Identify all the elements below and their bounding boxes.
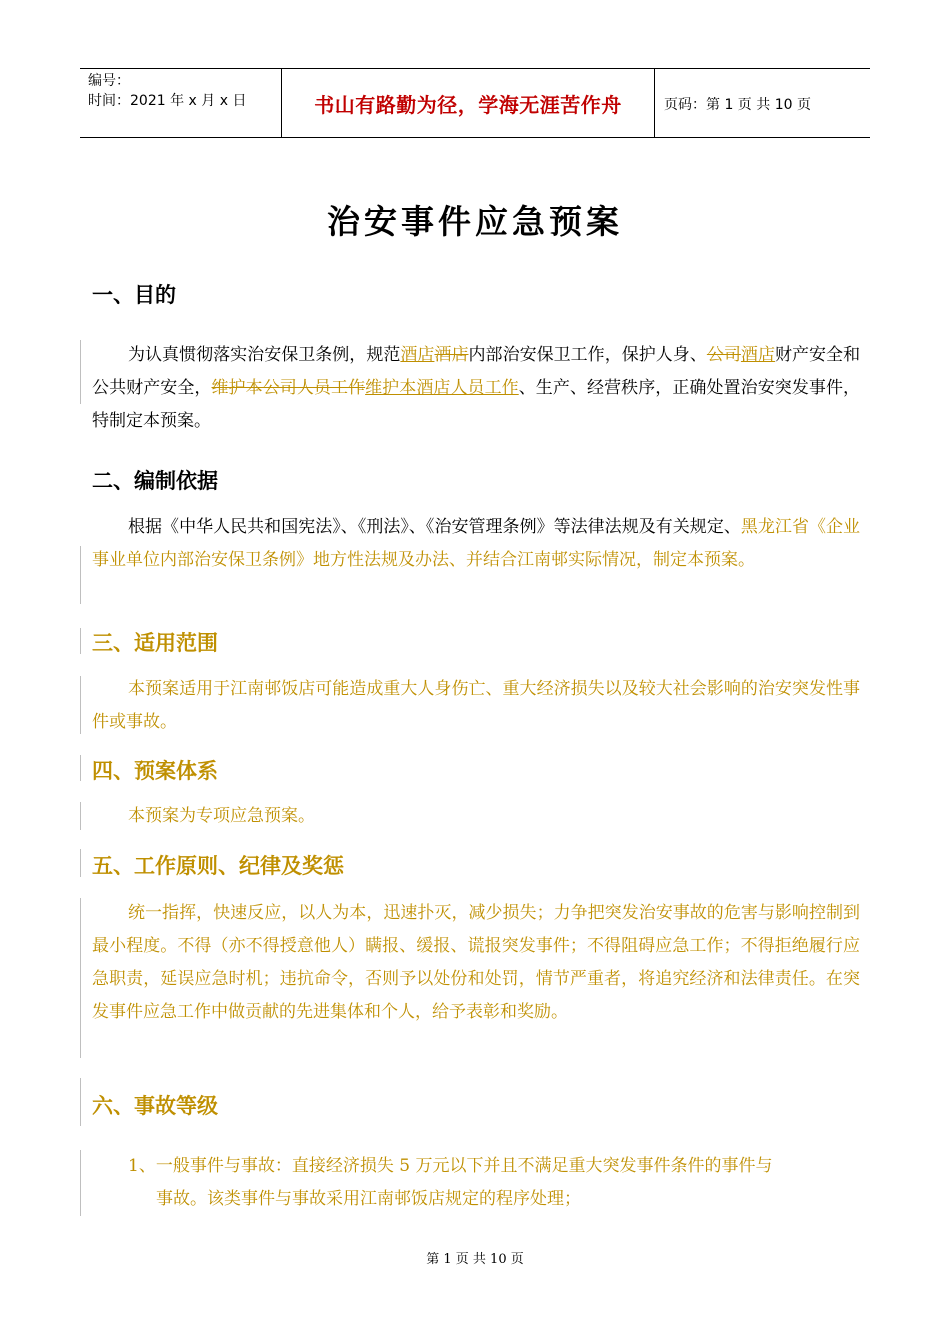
revision-bar xyxy=(80,1150,81,1216)
revision-bar xyxy=(80,755,81,781)
list-number: 1、 xyxy=(128,1156,156,1176)
revision-bar xyxy=(80,676,81,734)
section-heading-basis: 二、编制依据 xyxy=(92,468,218,493)
list-item-text: 一般事件与事故：直接经济损失 5 万元以下并且不满足重大突发事件条件的事件与 xyxy=(155,1156,773,1176)
page-footer: 第 1 页 共 10 页 xyxy=(426,1252,524,1267)
inserted-text: 酒店 xyxy=(740,345,775,365)
revision-bar xyxy=(80,849,81,877)
revised-text: 黑龙江省《企业事业单位内部治安保卫条例》地方性法规及办法、并结合江南邨实际情况，制定本预案。 xyxy=(92,517,861,570)
section-heading-principles: 五、工作原则、纪律及奖惩 xyxy=(92,853,344,878)
section-purpose-paragraph xyxy=(92,339,860,438)
section-heading-system: 四、预案体系 xyxy=(92,758,218,783)
header-motto: 书山有路勤为径，学海无涯苦作舟 xyxy=(314,93,622,117)
number-label: 编号： xyxy=(88,73,130,89)
revision-bar xyxy=(80,1078,81,1126)
header-divider xyxy=(654,69,655,137)
deleted-text: 酒店 xyxy=(434,345,469,365)
section-heading-scope: 三、适用范围 xyxy=(92,630,218,655)
section-basis-paragraph xyxy=(92,511,860,577)
revision-bar xyxy=(80,628,81,654)
page-header xyxy=(80,68,870,138)
revision-bar xyxy=(80,546,81,604)
list-item-line: 事故。该类事件与事故采用江南邨饭店规定的程序处理； xyxy=(156,1189,581,1209)
document-title: 治安事件应急预案 xyxy=(327,202,623,241)
revision-bar xyxy=(80,340,81,404)
list-item-line xyxy=(128,1150,868,1183)
revision-bar xyxy=(80,898,81,1058)
text-run: 内部治安保卫工作，保护人身、 xyxy=(468,345,707,365)
section-heading-purpose: 一、目的 xyxy=(92,282,176,307)
section-principles-paragraph: 统一指挥，快速反应，以人为本，迅速扑灭，减少损失；力争把突发治安事故的危害与影响控制到最小程度。不得（亦不得授意他人）瞒报、缓报、谎报突发事件；不得阻碍应急工作；不得拒绝履行应急职责，延误应急时机；违抗命令，否则予以处份和处罚，情节严重者，将追究经济和法律责任。在突发事件应急工作中做贡献的先进集体和个人，给予表彰和奖励。 xyxy=(92,903,860,1022)
section-heading-levels: 六、事故等级 xyxy=(92,1093,218,1118)
inserted-text: 维护本酒店人员工作 xyxy=(365,378,519,398)
deleted-text: 维护本公司人员工作 xyxy=(211,378,366,398)
text-run: 根据《中华人民共和国宪法》、《刑法》、《治安管理条例》等法律法规及有关规定、 xyxy=(128,517,741,537)
deleted-text: 公司 xyxy=(706,345,741,365)
header-page-info: 页码：第 1 页 共 10 页 xyxy=(664,97,811,113)
text-run: 财产安全和公共财产安全， xyxy=(92,345,861,398)
inserted-text: 酒店 xyxy=(400,345,435,365)
time-label: 时间：2021 年 x 月 x 日 xyxy=(88,93,247,109)
text-run: 为认真惯彻落实治安保卫条例，规范 xyxy=(128,345,401,365)
section-system-paragraph: 本预案为专项应急预案。 xyxy=(128,806,315,826)
header-meta xyxy=(88,71,246,111)
text-run: 、生产、经营秩序，正确处置治安突发事件，特制定本预案。 xyxy=(92,378,861,431)
section-scope-paragraph: 本预案适用于江南邨饭店可能造成重大人身伤亡、重大经济损失以及较大社会影响的治安突发性事件或事故。 xyxy=(92,679,860,732)
revision-bar xyxy=(80,802,81,830)
list-item xyxy=(128,1150,868,1216)
